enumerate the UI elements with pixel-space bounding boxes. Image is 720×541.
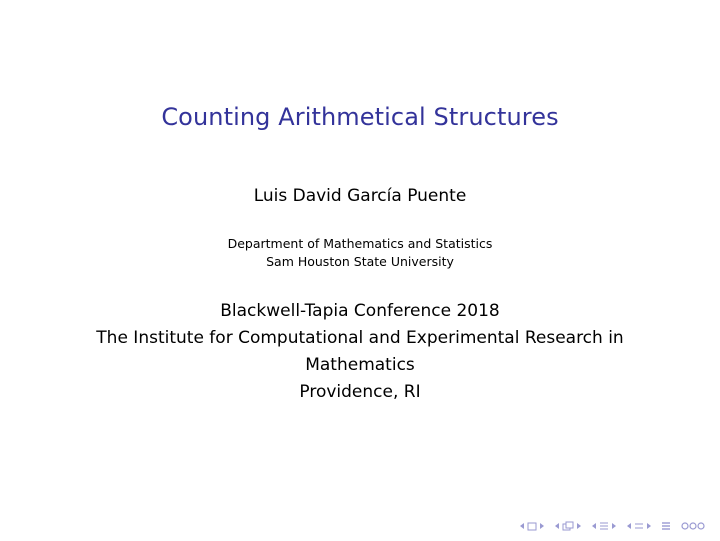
arrow-left-icon[interactable] (554, 522, 560, 530)
slide-navigation (626, 521, 652, 531)
affiliation-department: Department of Mathematics and Statistics (227, 236, 493, 251)
subsection-nav-icon[interactable] (562, 521, 574, 531)
arrow-right-icon[interactable] (611, 522, 617, 530)
frame-nav-icon[interactable] (527, 522, 537, 531)
slide-title: Counting Arithmetical Structures (161, 103, 559, 131)
search-navigation (680, 521, 706, 531)
arrow-left-icon[interactable] (591, 522, 597, 530)
author-name: Luis David García Puente (253, 186, 467, 206)
slide-nav-icon[interactable] (634, 521, 644, 531)
subsection-navigation (554, 521, 582, 531)
event-info (60, 298, 660, 406)
arrow-right-icon[interactable] (576, 522, 582, 530)
arrow-right-icon[interactable] (539, 522, 545, 530)
search-nav-icon[interactable] (680, 521, 706, 531)
frame-navigation (519, 522, 545, 531)
event-institute: The Institute for Computational and Experimental Research in Mathematics (96, 328, 624, 375)
affiliation-university: Sam Houston State University (266, 254, 454, 269)
section-nav-icon[interactable] (599, 521, 609, 531)
arrow-left-icon[interactable] (626, 522, 632, 530)
document-navigation (661, 521, 671, 531)
beamer-navigation-bar (513, 519, 706, 533)
affiliation (0, 235, 720, 271)
event-location: Providence, RI (299, 382, 421, 402)
document-nav-icon[interactable] (661, 521, 671, 531)
event-conference: Blackwell-Tapia Conference 2018 (220, 301, 500, 321)
arrow-left-icon[interactable] (519, 522, 525, 530)
section-navigation (591, 521, 617, 531)
arrow-right-icon[interactable] (646, 522, 652, 530)
